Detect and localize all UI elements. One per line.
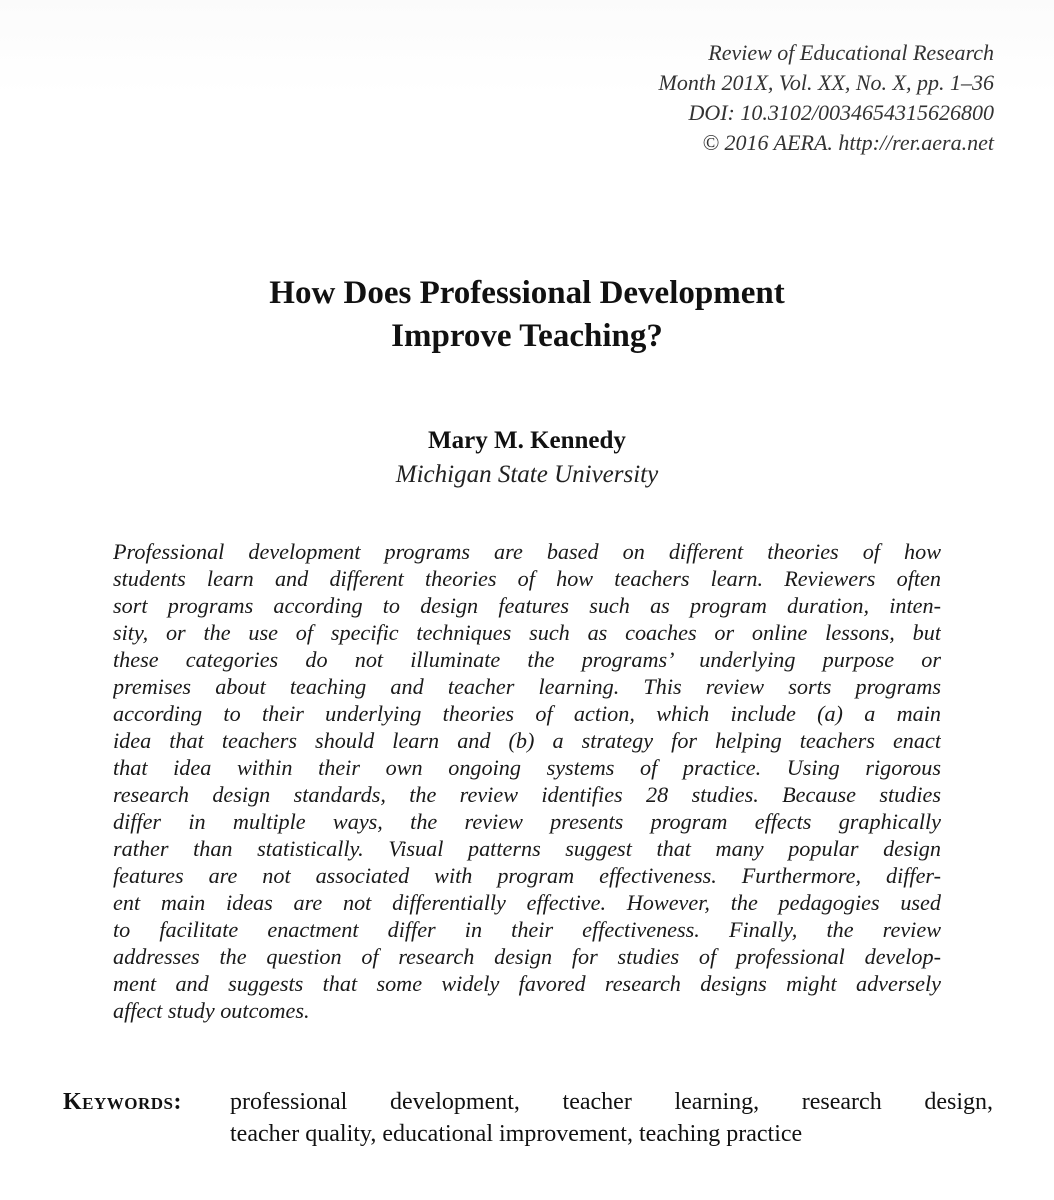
abstract-line: ent main ideas are not differentially effective. However, the pedagogies used <box>113 890 941 915</box>
abstract-line: that idea within their own ongoing systems of practice. Using rigorous <box>113 755 941 780</box>
journal-header <box>659 38 994 158</box>
abstract-line: idea that teachers should learn and (b) a strategy for helping teachers enact <box>113 728 941 753</box>
abstract-line: rather than statistically. Visual patterns suggest that many popular design <box>113 836 941 861</box>
keywords-line-1: professional development, teacher learning, research design, <box>230 1089 993 1115</box>
abstract-line: according to their underlying theories of action, which include (a) a main <box>113 701 941 726</box>
abstract-line: to facilitate enactment differ in their effectiveness. Finally, the review <box>113 917 941 942</box>
abstract-line: these categories do not illuminate the programs’ underlying purpose or <box>113 647 941 672</box>
keywords-list <box>230 1086 993 1150</box>
author-affiliation: Michigan State University <box>395 461 659 488</box>
article-title-line-2: Improve Teaching? <box>391 318 663 354</box>
journal-copyright: © 2016 AERA. http://rer.aera.net <box>702 130 994 155</box>
abstract-line: differ in multiple ways, the review presents program effects graphically <box>113 809 941 834</box>
abstract-line: features are not associated with program effectiveness. Furthermore, differ- <box>113 863 941 888</box>
journal-name: Review of Educational Research <box>708 40 994 65</box>
journal-doi: DOI: 10.3102/0034654315626800 <box>688 100 994 125</box>
abstract-line: affect study outcomes. <box>113 998 310 1023</box>
author-name: Mary M. Kennedy <box>428 427 626 454</box>
abstract-line: sity, or the use of specific techniques such as coaches or online lessons, but <box>113 620 941 645</box>
abstract <box>113 538 941 1024</box>
abstract-line: ment and suggests that some widely favored research designs might adversely <box>113 971 941 996</box>
article-title-line-1: How Does Professional Development <box>269 275 785 311</box>
abstract-line: students learn and different theories of how teachers learn. Reviewers often <box>113 566 941 591</box>
keywords-label: Keywords: <box>63 1089 183 1115</box>
abstract-line: research design standards, the review identifies 28 studies. Because studies <box>113 782 941 807</box>
abstract-line: addresses the question of research design for studies of professional develop- <box>113 944 941 969</box>
author-block <box>0 424 1054 492</box>
abstract-line: premises about teaching and teacher learning. This review sorts programs <box>113 674 941 699</box>
article-title <box>0 272 1054 358</box>
abstract-line: sort programs according to design features such as program duration, inten- <box>113 593 941 618</box>
abstract-line: Professional development programs are based on different theories of how <box>113 539 941 564</box>
journal-issue: Month 201X, Vol. XX, No. X, pp. 1–36 <box>658 70 994 95</box>
keywords-line-2: teacher quality, educational improvement, teaching practice <box>230 1121 803 1147</box>
